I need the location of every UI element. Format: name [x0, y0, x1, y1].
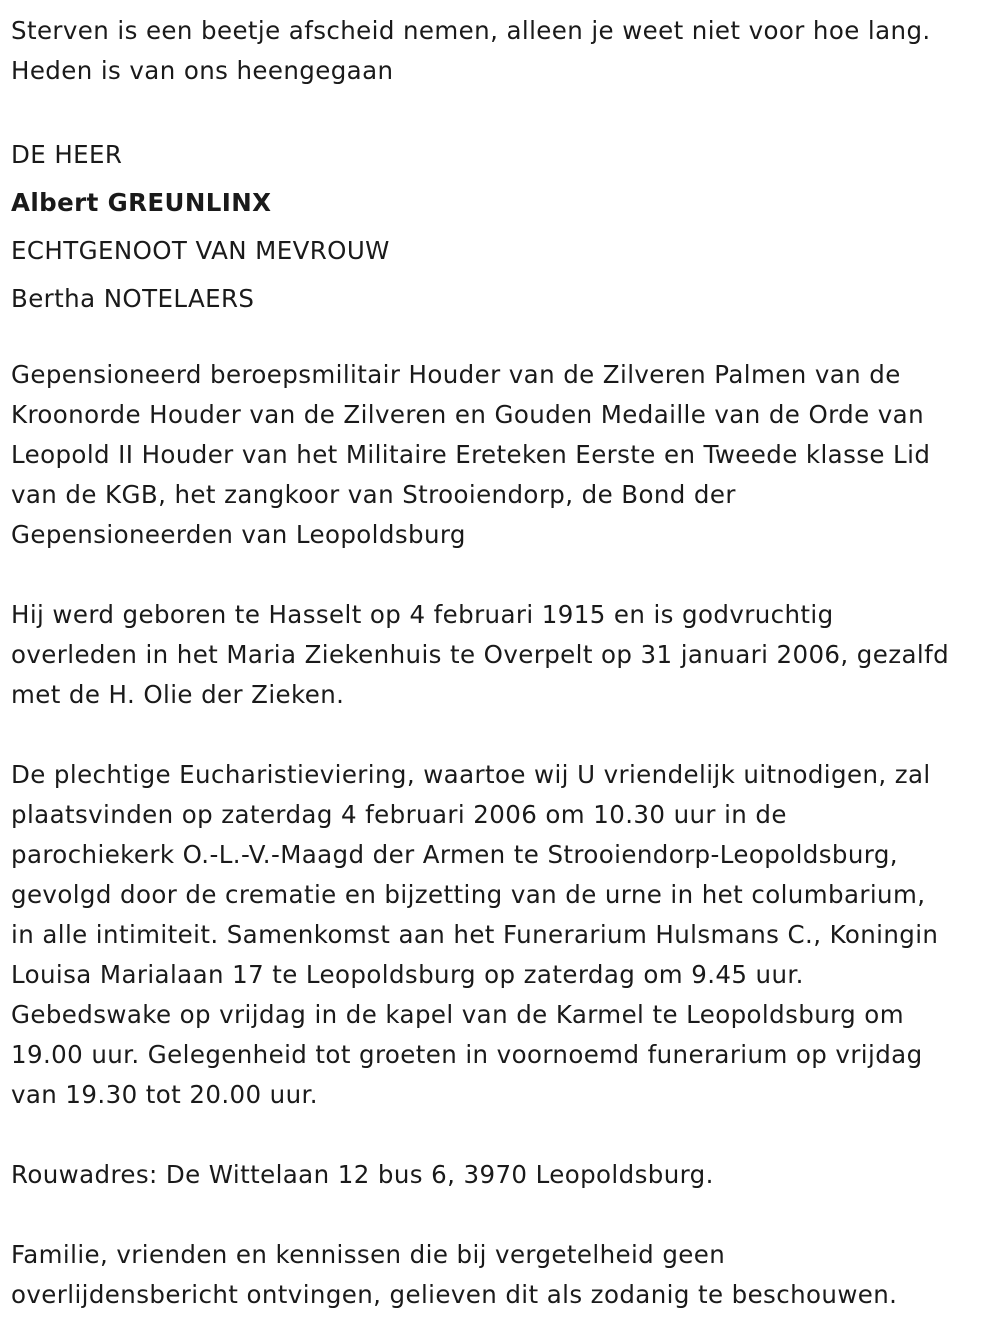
paragraph-gap	[11, 1195, 1000, 1235]
intro-line: Sterven is een beetje afscheid nemen, alleen je weet niet voor hoe lang.	[11, 16, 931, 45]
ceremony-line: 19.00 uur. Gelegenheid tot groeten in voornoemd funerarium op vrijdag	[11, 1040, 923, 1069]
closing-line: overlijdensbericht ontvingen, gelieven dit als zodanig te beschouwen.	[11, 1280, 898, 1309]
ceremony-line: gevolgd door de crematie en bijzetting van de urne in het columbarium,	[11, 880, 926, 909]
paragraph-gap	[11, 323, 1000, 355]
career-line: Leopold II Houder van het Militaire Ereteken Eerste en Tweede klasse Lid	[11, 440, 931, 469]
ceremony-line: Gebedswake op vrijdag in de kapel van de Karmel te Leopoldsburg om	[11, 1000, 904, 1029]
ceremony-paragraph	[11, 755, 1000, 1115]
career-paragraph	[11, 355, 1000, 555]
ceremony-line: van 19.30 tot 20.00 uur.	[11, 1080, 318, 1109]
intro-line: Heden is van ons heengegaan	[11, 56, 394, 85]
deceased-name: Albert GREUNLINX	[11, 188, 272, 217]
paragraph-gap	[11, 555, 1000, 595]
career-line: Gepensioneerd beroepsmilitair Houder van de Zilveren Palmen van de	[11, 360, 901, 389]
ceremony-line: parochiekerk O.-L.-V.-Maagd der Armen te Strooiendorp-Leopoldsburg,	[11, 840, 898, 869]
ceremony-line: plaatsvinden op zaterdag 4 februari 2006 om 10.30 uur in de	[11, 800, 787, 829]
life-line: met de H. Olie der Zieken.	[11, 680, 345, 709]
mourning-address: Rouwadres: De Wittelaan 12 bus 6, 3970 Leopoldsburg.	[11, 1160, 714, 1189]
paragraph-gap	[11, 715, 1000, 755]
ceremony-line: De plechtige Eucharistieviering, waartoe wij U vriendelijk uitnodigen, zal	[11, 760, 931, 789]
paragraph-gap	[11, 1115, 1000, 1155]
closing-line: Familie, vrienden en kennissen die bij vergetelheid geen	[11, 1240, 726, 1269]
deceased-relation: ECHTGENOOT VAN MEVROUW	[11, 236, 390, 265]
ceremony-line: Louisa Marialaan 17 te Leopoldsburg op zaterdag om 9.45 uur.	[11, 960, 804, 989]
life-line: Hij werd geboren te Hasselt op 4 februari 1915 en is godvruchtig	[11, 600, 834, 629]
spouse-name: Bertha NOTELAERS	[11, 284, 255, 313]
paragraph-gap	[11, 91, 1000, 131]
closing-paragraph	[11, 1235, 1000, 1315]
deceased-block	[11, 131, 1000, 323]
career-line: van de KGB, het zangkoor van Strooiendorp, de Bond der	[11, 480, 736, 509]
intro-paragraph	[11, 11, 1000, 91]
career-line: Kroonorde Houder van de Zilveren en Gouden Medaille van de Orde van	[11, 400, 925, 429]
life-line: overleden in het Maria Ziekenhuis te Overpelt op 31 januari 2006, gezalfd	[11, 640, 950, 669]
deceased-title: DE HEER	[11, 140, 123, 169]
life-paragraph	[11, 595, 1000, 715]
ceremony-line: in alle intimiteit. Samenkomst aan het Funerarium Hulsmans C., Koningin	[11, 920, 939, 949]
address-paragraph	[11, 1155, 1000, 1195]
career-line: Gepensioneerden van Leopoldsburg	[11, 520, 466, 549]
